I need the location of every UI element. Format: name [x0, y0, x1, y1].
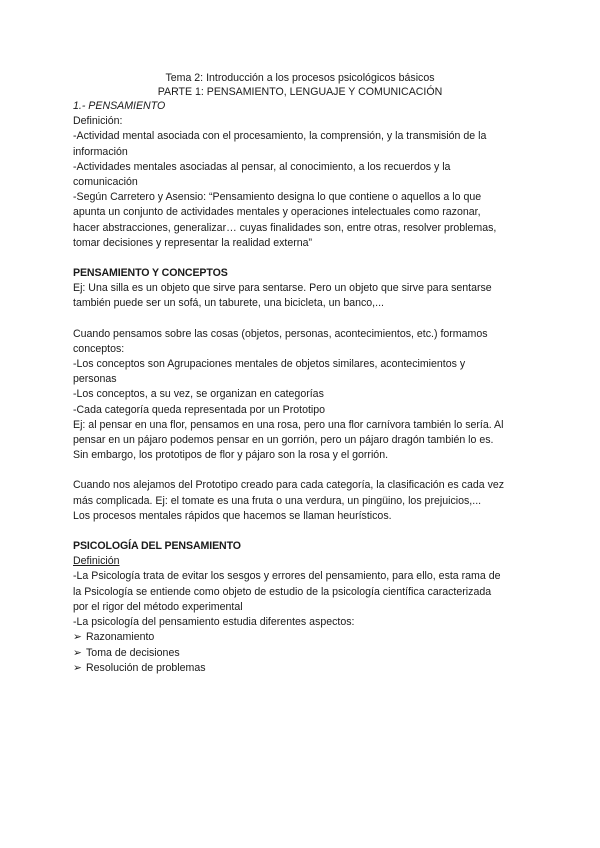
document-title: Tema 2: Introducción a los procesos psicológicos básicos — [165, 72, 435, 84]
text-line: la Psicología se entiende como objeto de estudio de la psicología científica caracterizada — [73, 585, 492, 598]
text-line: más complicada. Ej: el tomate es una fruta o una verdura, un pingüino, los prejuicios,... — [73, 494, 482, 507]
text-line: tomar decisiones y representar la realidad externa” — [73, 236, 313, 249]
text-line: por el rigor del método experimental — [73, 600, 243, 613]
section-heading-pensamiento-conceptos: PENSAMIENTO Y CONCEPTOS — [73, 267, 228, 280]
text-line: -La psicología del pensamiento estudia diferentes aspectos: — [73, 616, 355, 629]
text-line: apunta un conjunto de actividades mentales y operaciones intelectuales como razonar, — [73, 206, 481, 219]
text-line: Cuando pensamos sobre las cosas (objetos, personas, acontecimientos, etc.) formamos — [73, 327, 488, 340]
section-heading-pensamiento: 1.- PENSAMIENTO — [73, 100, 166, 112]
text-line: comunicación — [73, 176, 138, 189]
text-line: -Los conceptos son Agrupaciones mentales de objetos similares, acontecimientos y — [73, 358, 466, 371]
text-line: personas — [73, 373, 117, 386]
text-line: -Los conceptos, a su vez, se organizan en categorías — [73, 388, 324, 401]
text-line: conceptos: — [73, 342, 125, 355]
text-line: -Actividad mental asociada con el procesamiento, la comprensión, y la transmisión de la — [73, 130, 487, 143]
list-item-label: Resolución de problemas — [86, 661, 206, 674]
text-line: -Actividades mentales asociadas al pensar, al conocimiento, a los recuerdos y la — [73, 160, 451, 173]
arrow-bullet-icon: ➢ — [73, 631, 82, 644]
section-heading-psicologia-pensamiento: PSICOLOGÍA DEL PENSAMIENTO — [73, 540, 241, 553]
text-line: también puede ser un sofá, un taburete, una bicicleta, un banco,... — [73, 297, 384, 310]
text-line: hacer abstracciones, generalizar… cuyas finalidades son, entre otras, resolver problemas, — [73, 221, 497, 234]
text-line: pensar en un pájaro podemos pensar en un gorrión, pero un pájaro dragón también lo es. — [73, 434, 494, 447]
text-line: -Según Carretero y Asensio: “Pensamiento designa lo que contiene o aquellos a lo que — [73, 191, 482, 204]
document-subtitle: PARTE 1: PENSAMIENTO, LENGUAJE Y COMUNICACIÓN — [157, 86, 443, 98]
text-line: información — [73, 145, 128, 158]
list-item — [73, 661, 543, 676]
arrow-bullet-icon: ➢ — [73, 661, 82, 674]
text-line: Ej: al pensar en una flor, pensamos en una rosa, pero una flor carnívora también lo sería. Al — [73, 418, 504, 431]
text-line: Los procesos mentales rápidos que hacemos se llaman heurísticos. — [73, 509, 392, 522]
definition-label: Definición: — [73, 115, 123, 128]
text-line: Ej: Una silla es un objeto que sirve para sentarse. Pero un objeto que sirve para sentarse — [73, 282, 492, 295]
text-line: -Cada categoría queda representada por un Prototipo — [73, 403, 326, 416]
text-line: Cuando nos alejamos del Prototipo creado para cada categoría, la clasificación es cada vez — [73, 479, 505, 492]
text-line: -La Psicología trata de evitar los sesgos y errores del pensamiento, para ello, esta rama de — [73, 570, 501, 583]
document-body — [73, 99, 543, 676]
list-item — [73, 646, 543, 661]
list-item-label: Toma de decisiones — [86, 646, 180, 659]
definition-label: Definición — [73, 555, 120, 568]
arrow-bullet-icon: ➢ — [73, 646, 82, 659]
list-item — [73, 630, 543, 645]
text-line: Sin embargo, los prototipos de flor y pájaro son la rosa y el gorrión. — [73, 449, 389, 462]
list-item-label: Razonamiento — [86, 631, 155, 644]
